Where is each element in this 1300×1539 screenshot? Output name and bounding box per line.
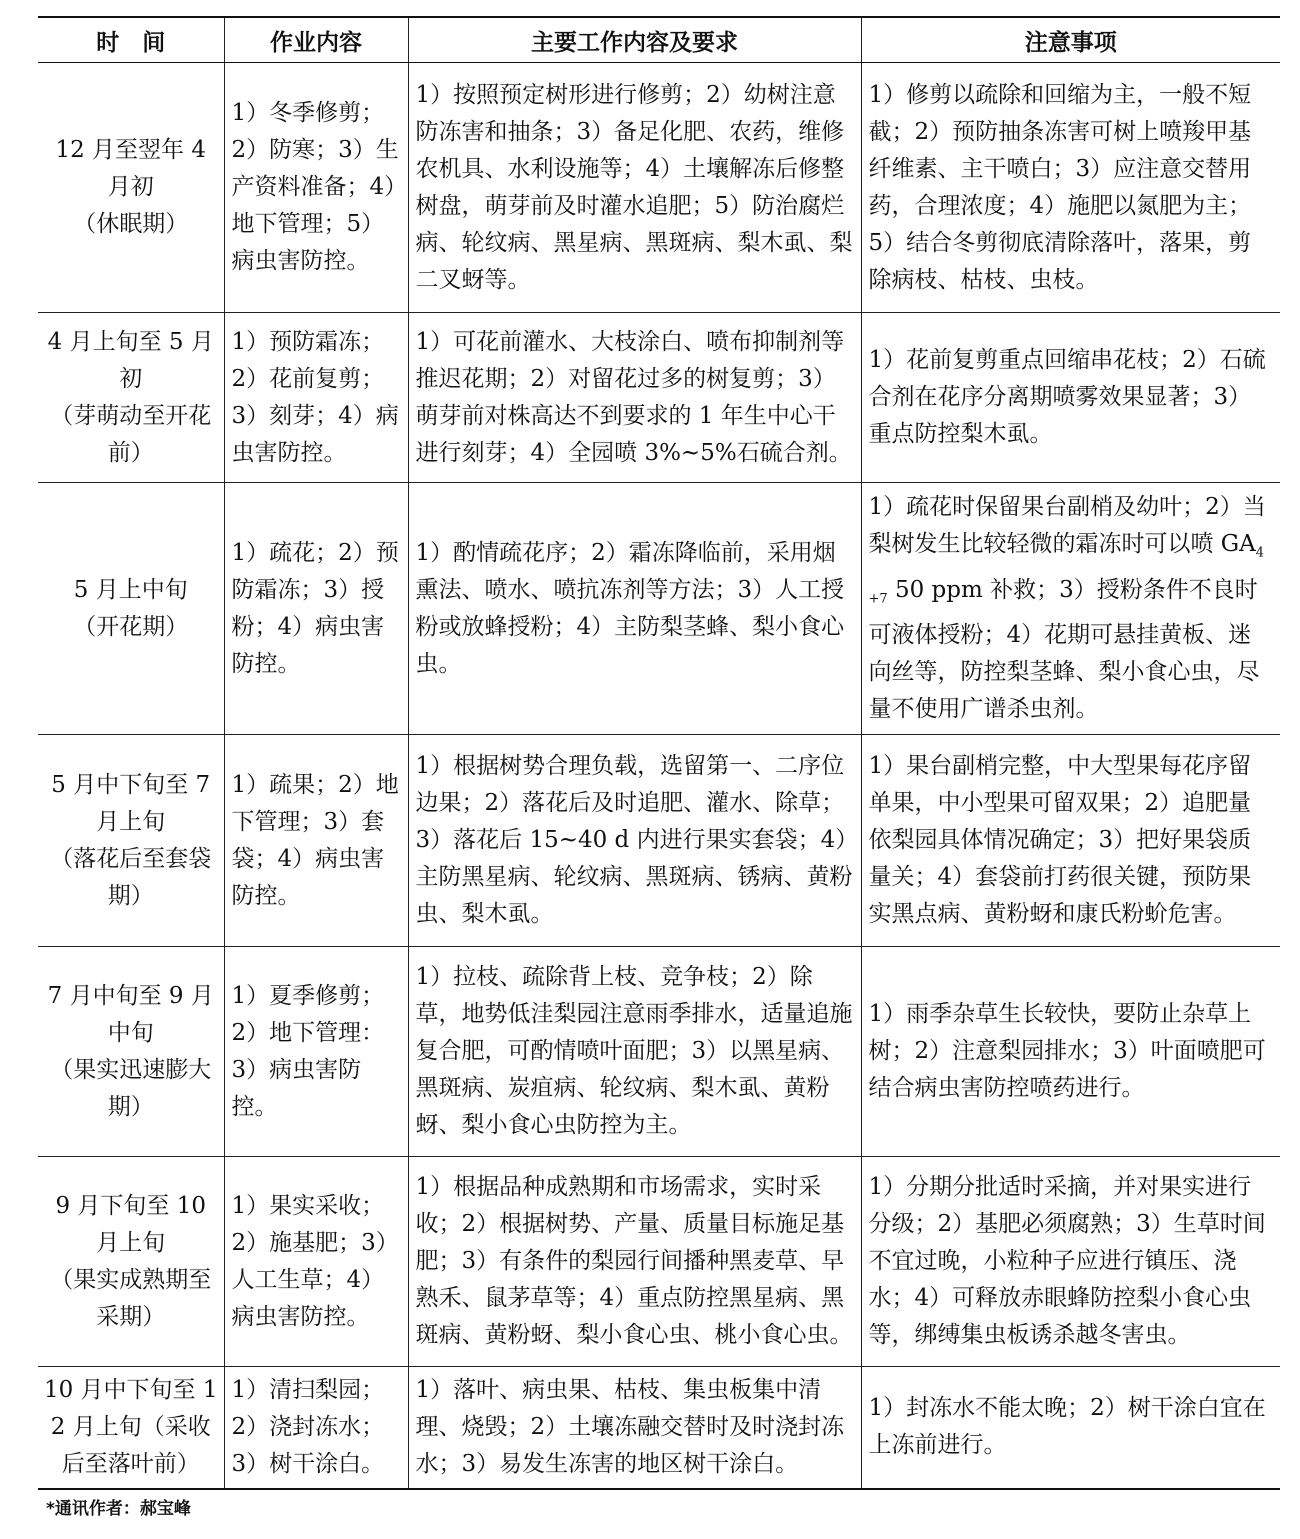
cell-main: 1）可花前灌水、大枝涂白、喷布抑制剂等推迟花期；2）对留花过多的树复剪；3）萌芽前对株高达不到要求的 1 年生中心干进行刻芽；4）全园喷 3%~5%石硫合剂。 — [408, 313, 861, 483]
cell-notes: 1）封冻水不能太晚；2）树干涂白宜在上冻前进行。 — [861, 1367, 1280, 1489]
table-row — [38, 1157, 1280, 1367]
table-row — [38, 313, 1280, 483]
cell-time — [38, 947, 224, 1157]
cell-work: 1）疏果；2）地下管理；3）套袋；4）病虫害防控。 — [224, 735, 408, 947]
table-row — [38, 947, 1280, 1157]
cell-time — [38, 1367, 224, 1489]
time-label: 12 月至翌年 4 月初 — [55, 137, 207, 200]
cell-notes: 1）分期分批适时采摘，并对果实进行分级；2）基肥必须腐熟；3）生草时间不宜过晚，小粒种子应进行镇压、浇水；4）可释放赤眼蜂防控梨小食心虫等，绑缚集虫板诱杀越冬害虫。 — [861, 1157, 1280, 1367]
cell-notes: 1）修剪以疏除和回缩为主，一般不短截；2）预防抽条冻害可树上喷羧甲基纤维素、主干喷白；3）应注意交替用药，合理浓度；4）施肥以氮肥为主；5）结合冬剪彻底清除落叶，落果，剪除病枝、枯枝、虫枝。 — [861, 63, 1280, 313]
table-row — [38, 483, 1280, 735]
header-work: 作业内容 — [224, 17, 408, 63]
cell-notes: 1）果台副梢完整，中大型果每花序留单果，中小型果可留双果；2）追肥量依梨园具体情况确定；3）把好果袋质量关；4）套袋前打药很关键，预防果实黑点病、黄粉蚜和康氏粉蚧危害。 — [861, 735, 1280, 947]
cell-work: 1）疏花；2）预防霜冻；3）授粉；4）病虫害防控。 — [224, 483, 408, 735]
pear-orchard-schedule-table — [38, 16, 1280, 1490]
cell-time — [38, 63, 224, 313]
header-main: 主要工作内容及要求 — [408, 17, 861, 63]
cell-work: 1）果实采收；2）施基肥；3）人工生草；4）病虫害防控。 — [224, 1157, 408, 1367]
cell-main: 1）落叶、病虫果、枯枝、集虫板集中清理、烧毁；2）土壤冻融交替时及时浇封冻水；3）易发生冻害的地区树干涂白。 — [408, 1367, 861, 1489]
time-stage: （开花期） — [73, 613, 189, 640]
cell-work: 1）预防霜冻；2）花前复剪；3）刻芽；4）病虫害防控。 — [224, 313, 408, 483]
table-row — [38, 735, 1280, 947]
notes-subscript: 4+7 — [868, 545, 1265, 607]
time-label: 7 月中旬至 9 月中旬 — [47, 982, 214, 1046]
time-stage: （果实成熟期至采期） — [50, 1266, 212, 1330]
cell-main: 1）拉枝、疏除背上枝、竞争枝；2）除草，地势低洼梨园注意雨季排水，适量追施复合肥，可酌情喷叶面肥；3）以黑星病、黑斑病、炭疽病、轮纹病、梨木虱、黄粉蚜、梨小食心虫防控为主。 — [408, 947, 861, 1157]
time-label: 5 月中下旬至 7 月上旬 — [51, 771, 211, 835]
time-stage: （果实迅速膨大期） — [50, 1056, 212, 1120]
cell-work: 1）冬季修剪；2）防寒；3）生产资料准备；4）地下管理；5）病虫害防控。 — [224, 63, 408, 313]
time-label: 10 月中下旬至 12 月上旬（采收后至落叶前） — [43, 1376, 218, 1477]
table-row — [38, 1367, 1280, 1489]
cell-main: 1）按照预定树形进行修剪；2）幼树注意防冻害和抽条；3）备足化肥、农药，维修农机具、水利设施等；4）土壤解冻后修整树盘，萌芽前及时灌水追肥；5）防治腐烂病、轮纹病、黑星病、黑斑病、梨木虱、梨二叉蚜等。 — [408, 63, 861, 313]
cell-time — [38, 735, 224, 947]
time-stage: （休眠期） — [73, 211, 189, 237]
table-header-row — [38, 17, 1280, 63]
schedule-table-container — [38, 16, 1280, 1490]
time-stage: （落花后至套袋期） — [50, 845, 212, 909]
corresponding-author-footnote: *通讯作者：郝宝峰 — [46, 1499, 191, 1519]
time-label: 9 月下旬至 10 月上旬 — [55, 1192, 207, 1256]
cell-main: 1）根据树势合理负载，选留第一、二序位边果；2）落花后及时追肥、灌水、除草；3）落花后 15~40 d 内进行果实套袋；4）主防黑星病、轮纹病、黑斑病、锈病、黄粉虫、梨木虱。 — [408, 735, 861, 947]
time-stage: （芽萌动至开花前） — [50, 402, 212, 466]
header-notes: 注意事项 — [861, 17, 1280, 63]
cell-time — [38, 313, 224, 483]
cell-notes: 1）雨季杂草生长较快，要防止杂草上树；2）注意梨园排水；3）叶面喷肥可结合病虫害防控喷药进行。 — [861, 947, 1280, 1157]
cell-time — [38, 483, 224, 735]
notes-part-a: 1）疏花时保留果台副梢及幼叶；2）当梨树发生比较轻微的霜冻时可以喷 GA — [868, 493, 1266, 557]
cell-work: 1）夏季修剪；2）地下管理：3）病虫害防控。 — [224, 947, 408, 1157]
cell-work: 1）清扫梨园；2）浇封冻水；3）树干涂白。 — [224, 1367, 408, 1489]
time-label: 4 月上旬至 5 月初 — [47, 328, 214, 392]
cell-notes: 1）花前复剪重点回缩串花枝；2）石硫合剂在花序分离期喷雾效果显著；3）重点防控梨木虱。 — [861, 313, 1280, 483]
header-time: 时 间 — [38, 17, 224, 63]
cell-main: 1）根据品种成熟期和市场需求，实时采收；2）根据树势、产量、质量目标施足基肥；3）有条件的梨园行间播种黑麦草、早熟禾、鼠茅草等；4）重点防控黑星病、黑斑病、黄粉蚜、梨小食心虫、桃小食心虫。 — [408, 1157, 861, 1367]
notes-part-b: 50 ppm 补救；3）授粉条件不良时可液体授粉；4）花期可悬挂黄板、迷向丝等，防控梨茎蜂、梨小食心虫，尽量不使用广谱杀虫剂。 — [868, 576, 1260, 723]
cell-main: 1）酌情疏花序；2）霜冻降临前，采用烟熏法、喷水、喷抗冻剂等方法；3）人工授粉或放蜂授粉；4）主防梨茎蜂、梨小食心虫。 — [408, 483, 861, 735]
time-label: 5 月上中旬 — [73, 576, 188, 603]
cell-time — [38, 1157, 224, 1367]
table-row — [38, 63, 1280, 313]
cell-notes — [861, 483, 1280, 735]
